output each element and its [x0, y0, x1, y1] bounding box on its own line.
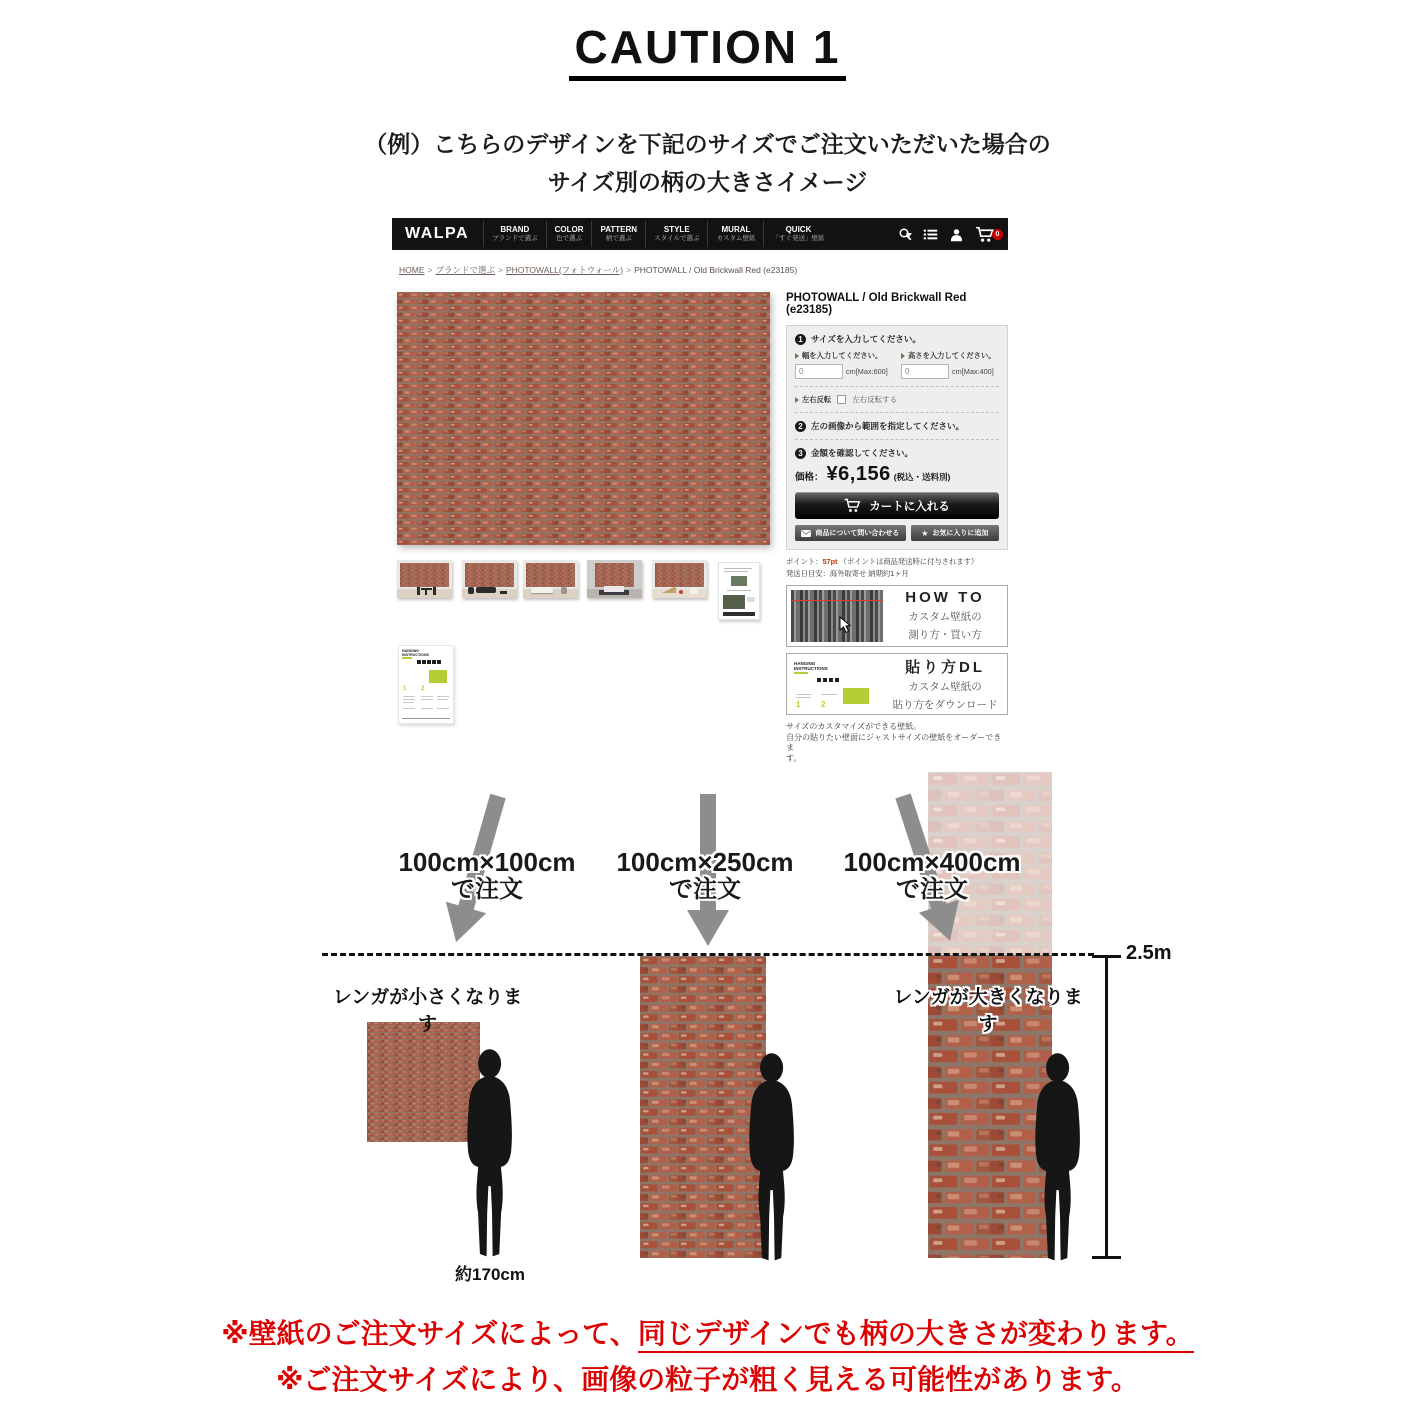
- doc-line: [421, 696, 433, 697]
- caption-bricks-larger: レンガが大きくなります: [893, 987, 1083, 1035]
- doc-icon: [437, 660, 441, 664]
- user-icon[interactable]: [949, 227, 964, 242]
- doc-line: [437, 708, 449, 709]
- paste-dl-banner[interactable]: [786, 653, 1008, 715]
- wall-height-label: 2.5m: [1126, 942, 1172, 964]
- step-2-badge: 2: [795, 421, 806, 432]
- doc-accent: [402, 657, 412, 659]
- flip-option-label: 左右反転する: [852, 395, 898, 404]
- page-title-wrap: [0, 20, 1415, 81]
- favorite-button[interactable]: [911, 525, 999, 541]
- nav-label: MURAL: [721, 225, 751, 234]
- thumb-brick-wall: [595, 563, 634, 587]
- thumb-brick-wall: [655, 563, 704, 587]
- furniture: [433, 587, 436, 595]
- shipping-line: 発送日目安：海外取寄せ 納期約1ヶ月: [786, 569, 909, 578]
- width-unit: cm[Max:600]: [846, 367, 888, 376]
- person-silhouette-2: [733, 1052, 809, 1264]
- order-options-box: [786, 325, 1008, 550]
- nav-sublabel: ブランドで選ぶ: [492, 235, 538, 242]
- doc-line: [724, 571, 748, 572]
- nav-color[interactable]: [546, 221, 592, 247]
- product-main-image[interactable]: [397, 292, 770, 545]
- breadcrumb-photowall[interactable]: PHOTOWALL(フォトウォール): [505, 265, 624, 275]
- points-line: ポイント：57pt （ポイントは商品発送時に付与されます）: [786, 557, 979, 566]
- paste-dl-sub1: カスタム壁紙の: [908, 680, 982, 693]
- doc-icon: [427, 660, 431, 664]
- nav-quick[interactable]: [763, 221, 832, 247]
- product-panel: [786, 292, 1008, 764]
- person-silhouette-1: [451, 1048, 527, 1260]
- add-to-cart-label: カートに入れる: [869, 500, 950, 513]
- contact-label: 商品について問い合わせる: [815, 530, 900, 537]
- order-size-label-2: 100cm×250cm で注文: [616, 847, 794, 903]
- doc-line: [421, 708, 433, 709]
- product-thumbnail-1[interactable]: [397, 560, 452, 598]
- product-thumbnail-2[interactable]: [462, 560, 517, 598]
- caption-bricks-smaller: レンガが小さくなります: [332, 987, 523, 1035]
- nav-sublabel: 色で選ぶ: [556, 235, 583, 242]
- furniture: [476, 587, 496, 593]
- site-navbar: [392, 218, 1008, 250]
- step-3: [795, 447, 999, 459]
- doc-diagram: [429, 670, 447, 683]
- doc-footer-line: [402, 718, 450, 719]
- order-size-label-1: 100cm×100cm で注文: [398, 847, 576, 903]
- contact-button[interactable]: [795, 525, 906, 541]
- cart-icon[interactable]: [975, 226, 1000, 243]
- flip-label: 左右反転: [795, 395, 831, 405]
- ceiling-dashed-line: [322, 953, 1094, 956]
- step-3-badge: 3: [795, 448, 806, 459]
- doc-line: [403, 699, 415, 700]
- furniture: [425, 589, 427, 595]
- nav-mural[interactable]: [707, 221, 763, 247]
- walpa-product-screenshot: [392, 218, 1008, 763]
- paste-dl-sub2: 貼り方をダウンロード: [892, 698, 998, 711]
- doc-title: HANGING INSTRUCTIONS: [402, 649, 429, 658]
- person-silhouette-3: [1019, 1052, 1095, 1264]
- price-label: 価格：: [795, 472, 824, 483]
- doc-line: [403, 702, 414, 703]
- doc-step-number: 1: [403, 686, 407, 692]
- product-thumbnail-5[interactable]: [652, 560, 707, 598]
- bed: [531, 587, 553, 593]
- product-thumbnail-4[interactable]: [587, 560, 642, 598]
- price-value: ¥6,156: [826, 463, 891, 485]
- warning-line-1: ※壁紙のご注文サイズによって、同じデザインでも柄の大きさが変わります。: [0, 1312, 1415, 1352]
- intro-line-1: （例）こちらのデザインを下記のサイズでご注文いただいた場合の: [364, 131, 1051, 157]
- thumb-brick-wall: [465, 563, 514, 587]
- howto-sub2: 測り方・買い方: [908, 629, 982, 641]
- height-label: 高さを入力してください。: [901, 351, 999, 361]
- breadcrumb-brand[interactable]: ブランドで選ぶ: [435, 265, 495, 275]
- howto-image: [791, 590, 883, 642]
- breadcrumb-home[interactable]: HOME: [399, 265, 425, 275]
- howto-title: HOW TO: [905, 589, 985, 606]
- measure-line: [1105, 957, 1108, 1259]
- step-1-label: サイズを入力してください。: [811, 334, 921, 344]
- howto-banner[interactable]: [786, 585, 1008, 647]
- doc-step-number: 2: [421, 686, 425, 692]
- nav-sublabel: 「すぐ発送」壁紙: [772, 235, 825, 242]
- product-thumbnail-6-guide[interactable]: [718, 562, 760, 620]
- dog: [690, 588, 698, 594]
- warning-underlined: 同じデザインでも柄の大きさが変わります。: [638, 1318, 1194, 1353]
- person-height-label: 約170cm: [455, 1265, 525, 1284]
- divider: [795, 412, 999, 413]
- paste-dl-title: 貼り方DL: [905, 658, 985, 676]
- doc-line: [403, 696, 415, 697]
- doc-bar: [723, 612, 755, 616]
- thumb-brick-wall: [400, 563, 449, 587]
- list-icon[interactable]: [923, 227, 938, 242]
- product-thumbnail-3[interactable]: [523, 560, 578, 598]
- product-description: サイズのカスタマイズができる壁紙。 自分の貼りたい壁面にジャストサイズの壁紙をオーダーできま す。: [786, 722, 1002, 763]
- warning-line-2: ※ご注文サイズにより、画像の粒子が粗く見える可能性があります。: [276, 1364, 1139, 1395]
- nav-sublabel: カスタム壁紙: [716, 235, 756, 242]
- price-note: (税込・送料別): [893, 472, 951, 482]
- nav-brand[interactable]: [483, 221, 546, 247]
- doc-button: [747, 597, 755, 602]
- add-to-cart-button[interactable]: [795, 492, 999, 519]
- intro-line-2: サイズ別の柄の大きさイメージ: [547, 169, 868, 195]
- walpa-logo[interactable]: WALPA: [405, 225, 470, 242]
- howto-text: [883, 589, 1007, 643]
- nav-sublabel: スタイルで選ぶ: [654, 235, 700, 242]
- divider: [795, 439, 999, 440]
- chevron-down-icon: [906, 233, 912, 237]
- navbar-icons: [898, 226, 1008, 243]
- ball: [679, 590, 683, 594]
- measure-cap-bottom: [1092, 1256, 1121, 1259]
- breadcrumb-current: PHOTOWALL / Old Brickwall Red (e23185): [634, 265, 798, 275]
- step-1: [795, 333, 999, 345]
- height-unit: cm[Max:400]: [952, 367, 994, 376]
- doc-line: [421, 699, 433, 700]
- howto-sub1: カスタム壁紙の: [908, 611, 982, 623]
- nav-label: PATTERN: [600, 225, 638, 234]
- furniture: [468, 587, 474, 594]
- bullet-triangle-icon: [901, 353, 905, 359]
- measure-cap-top: [1092, 955, 1121, 958]
- page-title: CAUTION 1: [569, 20, 847, 81]
- nav-label: STYLE: [663, 225, 690, 234]
- width-label: 幅を入力してください。: [795, 351, 893, 361]
- step-3-label: 金額を確認してください。: [811, 448, 914, 458]
- red-guide-line: [791, 600, 883, 601]
- search-icon[interactable]: [898, 227, 912, 242]
- width-input[interactable]: [795, 364, 843, 379]
- doc-image: [731, 576, 747, 586]
- nav-pattern[interactable]: [591, 221, 645, 247]
- divider: [795, 386, 999, 387]
- step-2: [795, 420, 999, 432]
- nav-style[interactable]: [645, 221, 707, 247]
- breadcrumb-separator: >: [427, 265, 433, 275]
- breadcrumb: [399, 264, 797, 276]
- star-icon: ★: [921, 528, 929, 538]
- furniture: [500, 591, 507, 594]
- mail-icon: [801, 530, 811, 537]
- step-2-label: 左の画像から範囲を指定してください。: [811, 421, 965, 431]
- doc-line: [403, 708, 415, 709]
- paste-dl-image: [791, 658, 883, 710]
- nav-label: COLOR: [554, 225, 584, 234]
- favorite-label: お気に入りに追加: [932, 530, 989, 537]
- step-1-badge: 1: [795, 334, 806, 345]
- bed: [604, 586, 624, 592]
- nav-sublabel: 柄で選ぶ: [605, 235, 632, 242]
- doc-icon: [422, 660, 426, 664]
- points-value: 57pt: [822, 557, 838, 566]
- doc-image: [723, 595, 745, 609]
- flip-checkbox[interactable]: [837, 395, 846, 404]
- cart-badge: 0: [992, 229, 1003, 240]
- doc-line: [437, 699, 448, 700]
- product-title: PHOTOWALL / Old Brickwall Red (e23185): [786, 292, 967, 316]
- paste-dl-text: [883, 656, 1007, 713]
- breadcrumb-separator: >: [626, 265, 632, 275]
- doc-line: [724, 568, 752, 569]
- price-row: [795, 463, 999, 486]
- bullet-triangle-icon: [795, 353, 799, 359]
- hanging-instructions-doc[interactable]: [398, 645, 454, 724]
- height-input[interactable]: [901, 364, 949, 379]
- doc-line: [437, 696, 449, 697]
- nav-label: QUICK: [785, 225, 812, 234]
- doc-line: [727, 590, 751, 591]
- cart-icon: [844, 498, 862, 513]
- bullet-triangle-icon: [795, 397, 799, 403]
- nav-label: BRAND: [500, 225, 530, 234]
- chair: [561, 587, 567, 594]
- breadcrumb-separator: >: [497, 265, 503, 275]
- doc-icon: [432, 660, 436, 664]
- cursor-icon: [839, 616, 851, 634]
- doc-icon: [417, 660, 421, 664]
- thumb-brick-wall: [526, 563, 575, 587]
- forest-photo: [791, 590, 883, 642]
- order-size-label-3: 100cm×400cm で注文: [843, 847, 1021, 903]
- furniture: [417, 587, 420, 595]
